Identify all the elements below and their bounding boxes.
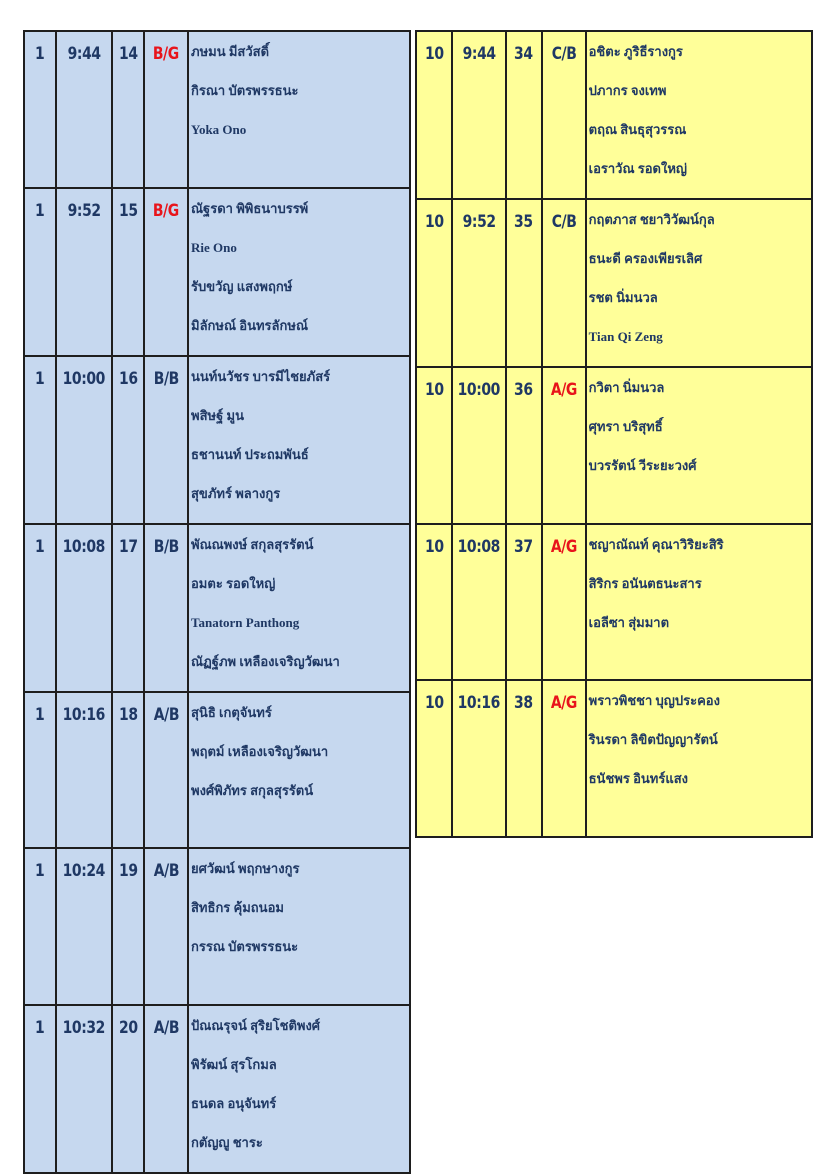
category-text: A/B <box>153 861 179 881</box>
category-text: B/B <box>153 368 179 389</box>
hole-number-text: 10 <box>424 44 444 64</box>
player-name: รชต นิ่มนวล <box>588 290 658 305</box>
players-cell <box>188 848 410 1005</box>
player-name: สุนิธิ เกตุจันทร์ <box>191 704 272 720</box>
tee-time-text: 10:08 <box>457 536 500 557</box>
tee-time-text: 10:16 <box>457 693 500 713</box>
group-number-cell <box>112 848 144 1005</box>
tee-time-row <box>416 367 812 524</box>
category-text: B/G <box>153 200 179 221</box>
category-cell <box>144 1005 188 1173</box>
player-name: นนท์นวัชร บารมีไชยภัสร์ <box>191 368 331 384</box>
player-name: กตัญญู ชาระ <box>191 1134 263 1150</box>
left-tee-sheet-table <box>23 30 411 1174</box>
tee-time-row <box>24 524 410 692</box>
player-name: ชญาณัณท์ คุณาวิริยะสิริ <box>588 536 724 552</box>
category-cell <box>144 692 188 849</box>
category-text: A/G <box>550 693 577 713</box>
tee-time-text: 10:08 <box>62 536 106 557</box>
player-name: ธนัชพร อินทร์แสง <box>588 771 688 786</box>
players-cell <box>188 1005 410 1173</box>
tee-time-cell <box>56 848 112 1005</box>
player-name: พิรัฒน์ สุรโกมล <box>191 1056 277 1072</box>
player-name: สิทธิกร คุ้มถนอม <box>191 900 284 915</box>
tee-time-text: 10:32 <box>62 1017 106 1038</box>
player-name: กวิตา นิ่มนวล <box>588 380 665 395</box>
category-cell <box>144 848 188 1005</box>
player-name: ธนะดี ครองเพียรเลิศ <box>588 251 703 266</box>
hole-number-cell <box>24 848 56 1005</box>
player-name: อมตะ รอดใหญ่ <box>191 575 276 591</box>
tee-time-cell <box>452 524 506 681</box>
tee-time-text: 10:00 <box>457 380 500 400</box>
tee-time-cell <box>56 524 112 692</box>
category-cell <box>144 31 188 188</box>
category-text: A/G <box>550 380 577 400</box>
hole-number-cell <box>24 692 56 849</box>
group-number-text: 16 <box>118 368 138 389</box>
player-name: ตฤณ สินธุสุวรรณ <box>588 122 687 137</box>
player-name: ภษมน มีสวัสดิ์ <box>191 44 270 59</box>
category-text: B/G <box>153 44 179 64</box>
player-name: รับขวัญ แสงพฤกษ์ <box>191 278 293 294</box>
tee-time-text: 9:44 <box>67 44 101 64</box>
player-name: เอลีซา สุ่มมาต <box>588 614 670 630</box>
tee-time-row <box>24 848 410 1005</box>
hole-number-text: 1 <box>35 1017 45 1038</box>
tee-time-cell <box>452 199 506 367</box>
player-name: พฤตม์ เหลืองเจริญวัฒนา <box>191 743 329 759</box>
hole-number-text: 10 <box>424 536 444 557</box>
hole-number-cell <box>24 1005 56 1173</box>
category-text: C/B <box>551 212 576 232</box>
player-name: เอราวัณ รอดใหญ่ <box>588 161 687 176</box>
hole-number-cell <box>24 31 56 188</box>
hole-number-text: 1 <box>35 536 45 557</box>
category-cell <box>542 199 586 367</box>
players-cell <box>188 356 410 524</box>
hole-number-text: 1 <box>35 861 45 881</box>
player-name: Rie Ono <box>191 239 237 255</box>
player-name: กิรณา บัตรพรรธนะ <box>191 83 299 98</box>
group-number-cell <box>506 680 542 837</box>
tee-time-row <box>416 199 812 367</box>
category-cell <box>542 524 586 681</box>
tee-time-cell <box>56 356 112 524</box>
tee-time-text: 9:44 <box>462 44 496 64</box>
group-number-text: 19 <box>118 861 138 881</box>
hole-number-text: 1 <box>35 200 45 221</box>
player-name: สิริกร อนันตธนะสาร <box>588 575 702 591</box>
hole-number-cell <box>24 188 56 356</box>
player-name: กฤตภาส ชยาวิวัฒน์กุล <box>588 212 715 227</box>
hole-number-text: 10 <box>424 693 444 713</box>
player-name: Tanatorn Panthong <box>191 614 300 630</box>
hole-number-cell <box>24 524 56 692</box>
group-number-cell <box>112 692 144 849</box>
players-cell <box>586 680 812 837</box>
player-name: พราวพิชชา บุญประคอง <box>588 693 720 708</box>
category-cell <box>542 31 586 199</box>
hole-number-text: 10 <box>424 380 444 400</box>
category-cell <box>144 356 188 524</box>
group-number-cell <box>506 367 542 524</box>
group-number-text: 20 <box>118 1017 138 1038</box>
player-name: มิลักษณ์ อินทรลักษณ์ <box>191 317 308 333</box>
tee-time-row <box>24 1005 410 1173</box>
hole-number-cell <box>24 356 56 524</box>
category-text: A/G <box>550 536 577 557</box>
players-cell <box>586 367 812 524</box>
category-cell <box>542 367 586 524</box>
tee-time-text: 10:00 <box>62 368 106 389</box>
player-name: ณัฐรดา พิพิธนาบรรพ์ <box>191 200 309 216</box>
player-name: ธนดล อนุจันทร์ <box>191 1095 277 1111</box>
player-name: Yoka Ono <box>191 122 247 137</box>
group-number-text: 36 <box>514 380 533 400</box>
tee-time-cell <box>452 367 506 524</box>
group-number-cell <box>506 199 542 367</box>
category-cell <box>542 680 586 837</box>
players-cell <box>188 188 410 356</box>
players-cell <box>586 524 812 681</box>
hole-number-cell <box>416 524 452 681</box>
group-number-cell <box>112 1005 144 1173</box>
player-name: ศุทรา บริสุทธิ์ <box>588 419 663 434</box>
players-cell <box>188 31 410 188</box>
player-name: รินรดา ลิขิตปัญญารัตน์ <box>588 732 718 747</box>
tee-time-text: 10:16 <box>62 704 106 725</box>
player-name: ธชานนท์ ประถมพันธ์ <box>191 446 309 462</box>
hole-number-text: 1 <box>35 44 45 64</box>
hole-number-cell <box>416 199 452 367</box>
category-text: B/B <box>153 536 179 557</box>
group-number-cell <box>112 188 144 356</box>
tee-time-row <box>24 356 410 524</box>
tee-time-row <box>416 524 812 681</box>
tee-time-cell <box>56 188 112 356</box>
player-name: ณัฏฐ์ภพ เหลืองเจริญวัฒนา <box>191 653 340 669</box>
category-text: A/B <box>153 1017 179 1038</box>
group-number-text: 38 <box>514 693 533 713</box>
group-number-text: 14 <box>118 44 138 64</box>
category-cell <box>144 524 188 692</box>
player-name: ปภากร จงเทพ <box>588 83 667 98</box>
players-cell <box>188 692 410 849</box>
tee-time-row <box>24 31 410 188</box>
hole-number-text: 1 <box>35 704 45 725</box>
group-number-text: 17 <box>118 536 138 557</box>
group-number-text: 15 <box>118 200 138 221</box>
tee-time-row <box>24 188 410 356</box>
players-cell <box>586 199 812 367</box>
player-name: Tian Qi Zeng <box>588 329 663 344</box>
group-number-cell <box>112 356 144 524</box>
category-text: C/B <box>551 44 576 64</box>
tee-time-cell <box>56 31 112 188</box>
tee-time-text: 10:24 <box>62 861 106 881</box>
tee-time-text: 9:52 <box>67 200 101 221</box>
tee-time-cell <box>452 31 506 199</box>
player-name: พงศ์พิภัทร สกุลสุรรัตน์ <box>191 782 314 798</box>
player-name: พสิษฐ์ มูน <box>191 407 244 423</box>
tee-time-row <box>24 692 410 849</box>
group-number-text: 35 <box>514 212 533 232</box>
tee-time-row <box>416 31 812 199</box>
hole-number-text: 1 <box>35 368 45 389</box>
group-number-text: 34 <box>514 44 533 64</box>
player-name: ปัณณรุจน์ สุริยโชติพงศ์ <box>191 1017 321 1033</box>
right-tee-sheet-table <box>415 30 813 838</box>
tee-time-row <box>416 680 812 837</box>
hole-number-cell <box>416 31 452 199</box>
tee-time-cell <box>56 1005 112 1173</box>
category-text: A/B <box>153 704 179 725</box>
group-number-cell <box>112 524 144 692</box>
tee-time-cell <box>452 680 506 837</box>
player-name: บวรรัตน์ วีระยะวงศ์ <box>588 458 697 473</box>
group-number-text: 18 <box>118 704 138 725</box>
tee-time-text: 9:52 <box>462 212 496 232</box>
player-name: ยศวัฒน์ พฤกษางกูร <box>191 861 300 876</box>
player-name: กรรณ บัตรพรรธนะ <box>191 939 299 954</box>
group-number-cell <box>506 31 542 199</box>
players-cell <box>188 524 410 692</box>
hole-number-text: 10 <box>424 212 444 232</box>
group-number-text: 37 <box>514 536 533 557</box>
category-cell <box>144 188 188 356</box>
player-name: พัณณพงษ์ สกุลสุรรัตน์ <box>191 536 314 552</box>
tee-time-cell <box>56 692 112 849</box>
player-name: สุขภัทร์ พลางกูร <box>191 485 281 501</box>
group-number-cell <box>506 524 542 681</box>
player-name: อชิตะ ภูริธีรางกูร <box>588 44 683 59</box>
players-cell <box>586 31 812 199</box>
hole-number-cell <box>416 680 452 837</box>
group-number-cell <box>112 31 144 188</box>
hole-number-cell <box>416 367 452 524</box>
